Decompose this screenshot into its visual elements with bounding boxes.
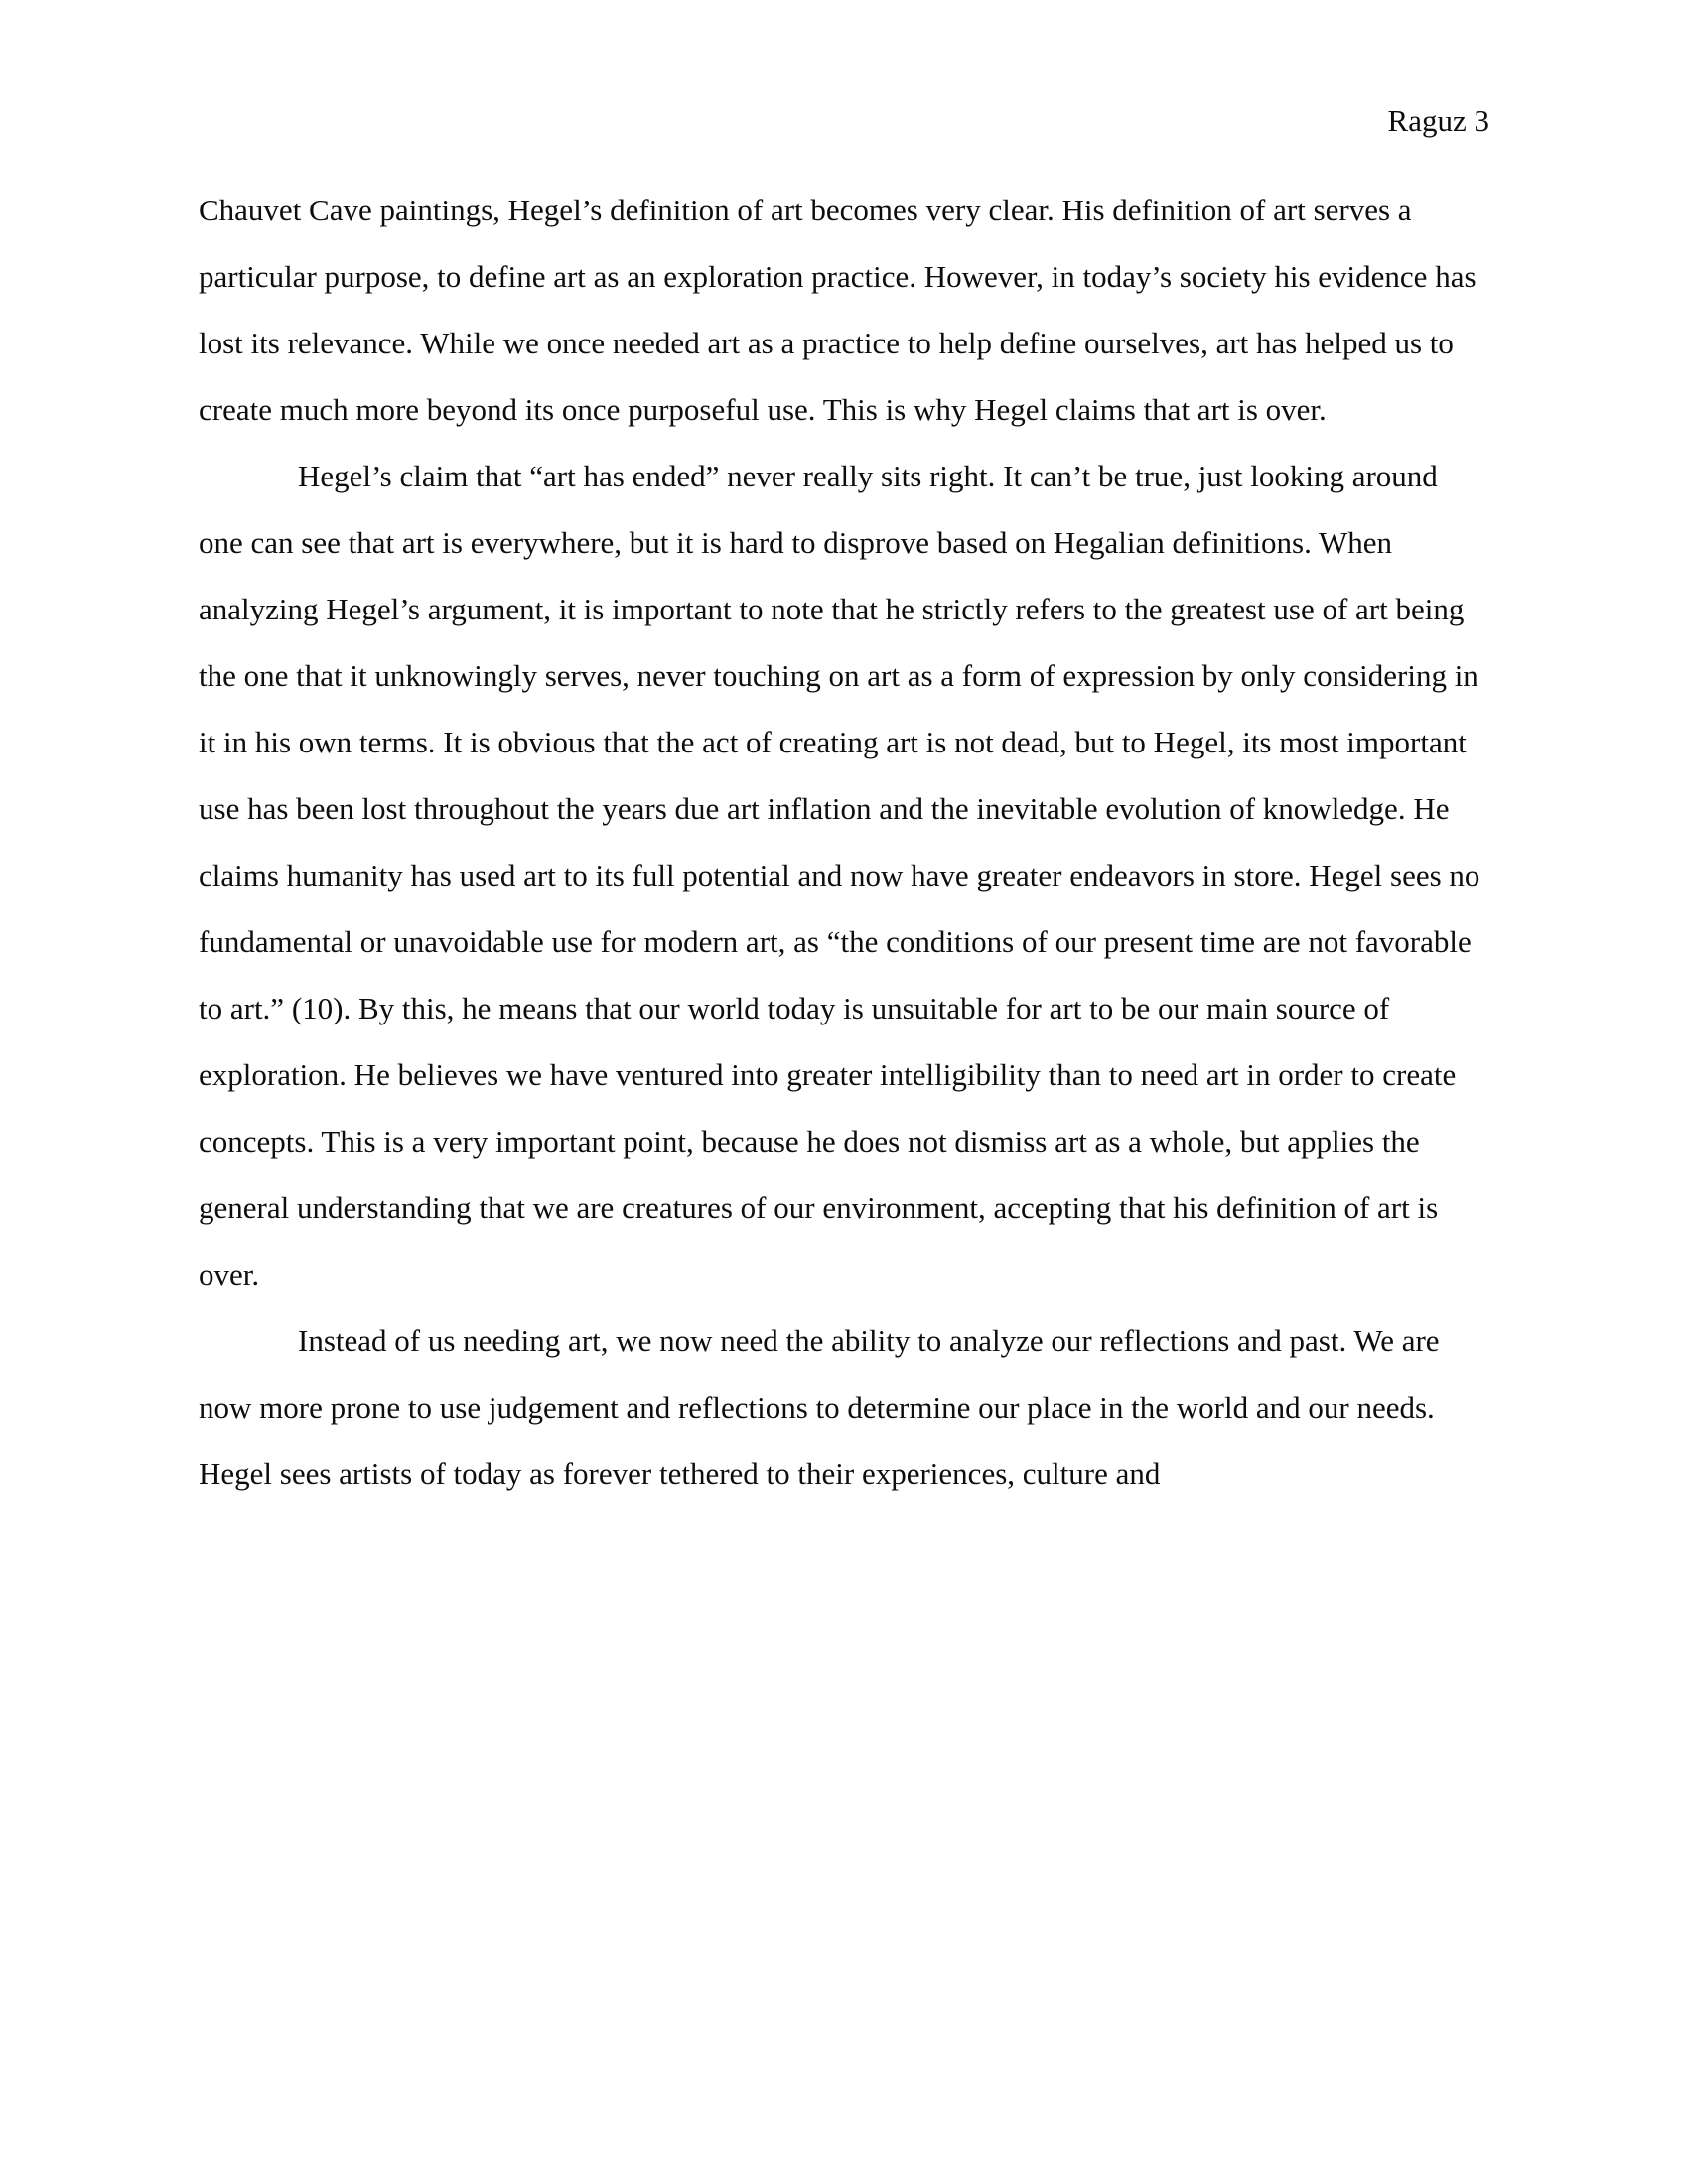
essay-body xyxy=(199,177,1489,1507)
running-header xyxy=(199,87,1489,154)
paragraph-hegel-claim: Hegel’s claim that “art has ended” never really sits right. It can’t be true, just looking around one can see that art is everywhere, but it is hard to disprove based on Hegalian definitions. When analyzing Hegel’s argument, it is important to note that he strictly refers to the greatest use of art being the one that it unknowingly serves, never touching on art as a form of expression by only considering in it in his own terms. It is obvious that the act of creating art is not dead, but to Hegel, its most important use has been lost throughout the years due art inflation and the inevitable evolution of knowledge. He claims humanity has used art to its full potential and now have greater endeavors in store. Hegel sees no fundamental or unavoidable use for modern art, as “the conditions of our present time are not favorable to art.” (10). By this, he means that our world today is unsuitable for art to be our main source of exploration. He believes we have ventured into greater intelligibility than to need art in order to create concepts. This is a very important point, because he does not dismiss art as a whole, but applies the general understanding that we are creatures of our environment, accepting that his definition of art is over. xyxy=(199,459,1480,1292)
paragraph-instead-of-art: Instead of us needing art, we now need the ability to analyze our reflections and past. We are now more prone to use judgement and reflections to determine our place in the world and our needs. Hegel sees artists of today as forever tethered to their experiences, culture and xyxy=(199,1323,1440,1491)
paragraph-continuation: Chauvet Cave paintings, Hegel’s definition of art becomes very clear. His definition of art serves a particular purpose, to define art as an exploration practice. However, in today’s society his evidence has lost its relevance. While we once needed art as a practice to help define ourselves, art has helped us to create much more beyond its once purposeful use. This is why Hegel claims that art is over. xyxy=(199,193,1477,427)
header-author-page-number: Raguz 3 xyxy=(1387,103,1489,138)
